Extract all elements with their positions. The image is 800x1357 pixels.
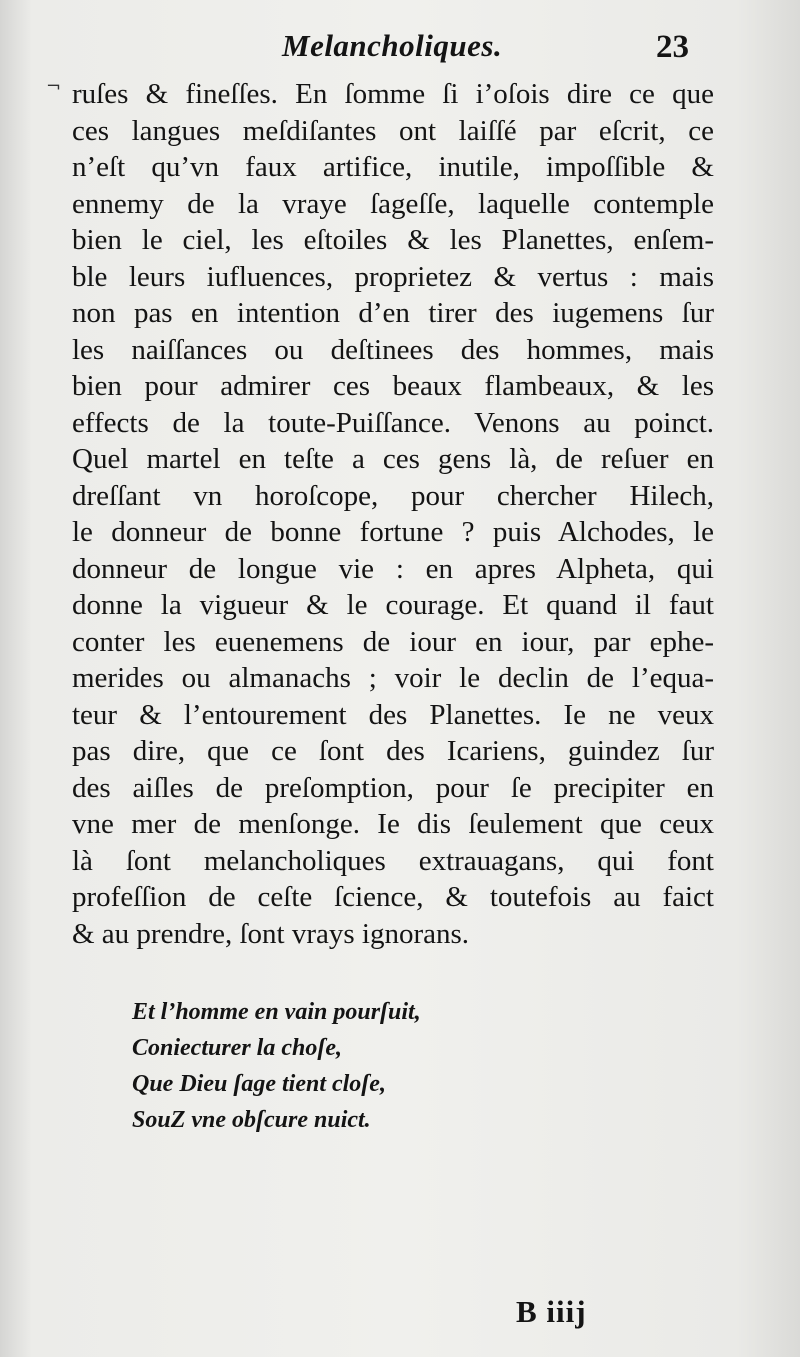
body-line: ble leurs iufluences, proprietez & vertus : mais bbox=[72, 260, 714, 293]
verse-stanza bbox=[132, 994, 421, 1138]
body-line: les naiſſances ou deſtinees des hommes, mais bbox=[72, 333, 714, 366]
body-line: pas dire, que ce ſont des Icariens, guindez ſur bbox=[72, 735, 714, 767]
body-line: bien pour admirer ces beaux flambeaux, & les bbox=[72, 370, 714, 402]
verse-line: Que Dieu ſage tient cloſe, bbox=[132, 1071, 386, 1097]
page-number: 23 bbox=[656, 29, 689, 65]
body-line: bien le ciel, les eſtoiles & les Planettes, enſem- bbox=[72, 224, 714, 256]
body-line: Quel martel en teſte a ces gens là, de reſuer en bbox=[72, 443, 714, 475]
body-line: donne la vigueur & le courage. Et quand il faut bbox=[72, 589, 714, 621]
body-line: dreſſant vn horoſcope, pour chercher Hilech, bbox=[72, 479, 714, 512]
body-line: profeſſion de ceſte ſcience, & toutefois au faict bbox=[72, 881, 714, 913]
body-line: merides ou almanachs ; voir le declin de l’equa- bbox=[72, 662, 714, 694]
body-line: ennemy de la vraye ſageſſe, laquelle contemple bbox=[72, 187, 714, 220]
body-line: teur & l’entourement des Planettes. Ie ne veux bbox=[72, 698, 714, 731]
body-line: & au prendre, ſont vrays ignorans. bbox=[72, 917, 470, 950]
body-line: le donneur de bonne fortune ? puis Alchodes, le bbox=[72, 516, 714, 548]
verse-line: Et l’homme en vain pourſuit, bbox=[132, 999, 421, 1025]
body-line: des aiſles de preſomption, pour ſe precipiter en bbox=[72, 771, 714, 804]
body-line: là ſont melancholiques extrauagans, qui font bbox=[72, 844, 714, 877]
body-line: effects de la toute-Puiſſance. Venons au poinct. bbox=[72, 406, 714, 439]
body-text bbox=[72, 76, 714, 952]
body-line: n’eſt qu’vn faux artifice, inutile, impoſſible & bbox=[72, 151, 714, 183]
verse-line: SouZ vne obſcure nuict. bbox=[132, 1107, 371, 1133]
body-line: vne mer de menſonge. Ie dis ſeulement que ceux bbox=[72, 808, 714, 840]
body-line: non pas en intention d’en tirer des iugemens ſur bbox=[72, 297, 714, 329]
margin-mark: ¬ bbox=[46, 76, 62, 97]
signature-mark: B iiij bbox=[516, 1294, 587, 1329]
body-line: ces langues meſdiſantes ont laiſſé par eſcrit, ce bbox=[72, 114, 714, 147]
body-line: donneur de longue vie : en apres Alpheta, qui bbox=[72, 552, 714, 585]
running-title: Melancholiques. bbox=[282, 28, 503, 63]
body-line: ruſes & fineſſes. En ſomme ſi i’oſois dire ce que bbox=[72, 78, 714, 110]
verse-line: Coniecturer la choſe, bbox=[132, 1035, 342, 1061]
body-line: conter les euenemens de iour en iour, par ephe- bbox=[72, 625, 714, 658]
